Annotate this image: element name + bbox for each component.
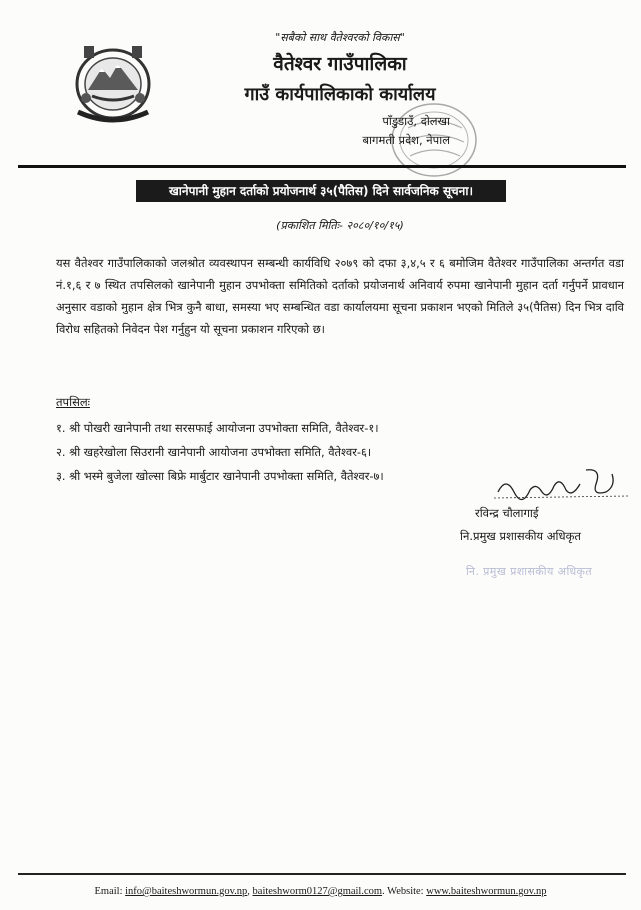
email-link-primary[interactable]: info@baiteshwormun.gov.np bbox=[125, 886, 248, 897]
notice-body: यस वैतेश्वर गाउँपालिकाको जलश्रोत व्यवस्थापन सम्बन्धी कार्यविधि २०७९ को दफा ३,४,५ र ६ बमोजिम वैतेश्वर गाउँपालिका अन्तर्गत वडा नं.१,६ र ७ स्थित तपसिलको खानेपानी मुहान उपभोक्ता समितिको दर्ताको प्रयोजनार्थ अनिवार्य रुपमा खानेपानी मुहान दर्ता गर्नुपर्ने प्रावधान अनुसार वडाको मुहान क्षेत्र भित्र कुनै बाधा, समस्या भए सम्बन्धित वडा कार्यालयमा सूचना प्रकाशन भएको मितिले ३५(पैतिस) दिन भित्र दावि विरोध सहितको निवेदन पेश गर्नुहुन यो सूचना प्रकाशन गरिएको छ। bbox=[56, 256, 624, 336]
footer bbox=[0, 886, 641, 897]
slogan: "सबैको साथ वैतेश्वरको विकास" bbox=[275, 31, 405, 44]
address-line-2: बागमती प्रदेश, नेपाल bbox=[362, 133, 450, 147]
designation-stamp: नि. प्रमुख प्रशासकीय अधिकृत bbox=[466, 565, 593, 578]
email-label: Email: bbox=[94, 886, 123, 897]
list-heading: तपसिलः bbox=[56, 395, 90, 409]
notice-title: खानेपानी मुहान दर्ताको प्रयोजनार्थ ३५(पैतिस) दिने सार्वजनिक सूचना। bbox=[136, 180, 506, 202]
nepal-emblem-icon bbox=[66, 38, 160, 124]
email-separator: , bbox=[247, 886, 250, 897]
address-line-1: पाँडुडाउँ, दोलखा bbox=[382, 114, 450, 128]
list-item: १. श्री पोखरी खानेपानी तथा सरसफाई आयोजना उपभोक्ता समिति, वैतेश्वर-१। bbox=[56, 421, 379, 435]
municipality-name: वैतेश्वर गाउँपालिका bbox=[273, 53, 407, 75]
signature-mark bbox=[492, 462, 632, 510]
list-item: ३. श्री भस्मे बुजेला खोल्सा बिफ्रे मार्बुटार खानेपानी उपभोक्ता समिति, वैतेश्वर-७। bbox=[56, 469, 384, 483]
header-divider bbox=[18, 165, 626, 168]
office-name: गाउँ कार्यपालिकाको कार्यालय bbox=[244, 84, 436, 105]
signatory-designation: नि.प्रमुख प्रशासकीय अधिकृत bbox=[460, 529, 581, 543]
email-link-secondary[interactable]: baiteshworm0127@gmail.com bbox=[252, 886, 383, 897]
website-link[interactable]: www.baiteshwormun.gov.np bbox=[426, 886, 547, 897]
list-item: २. श्री खहरेखोला सिउरानी खानेपानी आयोजना उपभोक्ता समिति, वैतेश्वर-६। bbox=[56, 445, 372, 459]
signatory-name: रविन्द्र चौलागाई bbox=[475, 506, 539, 520]
published-date: (प्रकाशित मितिः- २०८०/१०/१५) bbox=[276, 219, 404, 232]
footer-divider bbox=[18, 873, 626, 875]
website-label: . Website: bbox=[382, 886, 424, 897]
